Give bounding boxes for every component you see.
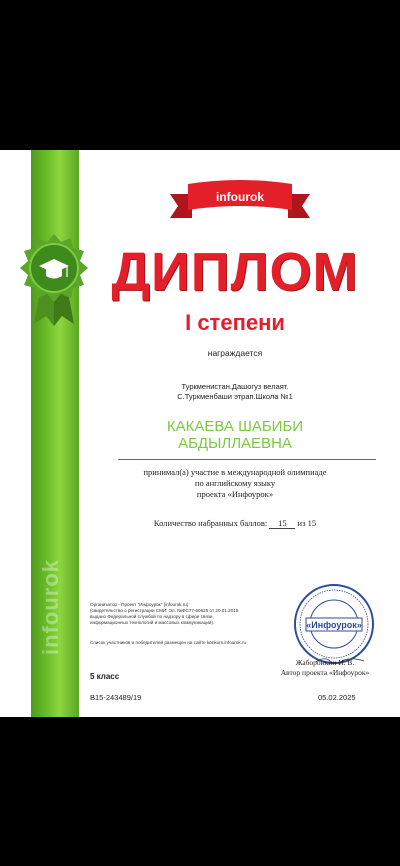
- organizer-info: [90, 602, 280, 626]
- infourok-logo: infourok: [216, 190, 264, 204]
- issue-date: 05.02.2025: [318, 693, 356, 702]
- score-value: 15: [269, 518, 295, 529]
- participation-line: проекта «Инфоурок»: [196, 489, 274, 499]
- signer-name: Жаборонкин И. В.: [295, 658, 355, 667]
- side-watermark: infourok: [38, 559, 63, 655]
- divider: [118, 459, 376, 460]
- school-info: [100, 382, 370, 402]
- diploma-title: ДИПЛОМ: [111, 242, 359, 302]
- participants-list-note: Список участников и победителей размещен на сайте konkurs.infourok.ru: [90, 640, 247, 645]
- score-max: из 15: [297, 518, 317, 528]
- participation-text: [100, 467, 370, 500]
- diploma-degree: I степени: [185, 310, 285, 335]
- school-line: С.Туркменбаши этрап.Школа №1: [177, 392, 293, 401]
- diploma-page: [0, 150, 400, 717]
- organizer-line: Организатор - Проект "Инфоурок" (infourok.ru): [90, 602, 189, 607]
- signer-block: [270, 658, 380, 678]
- grade-label: 5 класс: [90, 672, 120, 681]
- score-label: Количество набранных баллов:: [153, 518, 268, 528]
- school-line: Туркменистан.Дашогуз велаят.: [181, 382, 289, 391]
- participation-line: по английскому языку: [194, 478, 276, 488]
- awarded-label: награждается: [207, 348, 263, 358]
- score-row: [100, 518, 370, 529]
- stamp-text: «Инфоурок»: [306, 620, 362, 630]
- seal-stamp: [292, 582, 376, 666]
- graduation-medal-icon: [18, 232, 90, 328]
- recipient-name-line: КАКАЕВА ШАБИБИ: [166, 418, 304, 435]
- diploma-code: B15-243489/19: [90, 693, 142, 702]
- recipient-name: [100, 418, 370, 452]
- participation-line: принимал(а) участие в международной олимпиаде: [143, 467, 327, 477]
- signer-title: Автор проекта «Инфоурок»: [280, 668, 370, 677]
- recipient-name-line: АБДЫЛЛАЕВНА: [178, 435, 292, 452]
- organizer-line: выдано Федеральной службой по надзору в сфере связи,: [90, 614, 214, 619]
- organizer-line: (свидетельство о регистрации СМИ: Эл. №ФС77-60625 от 20.01.2015: [90, 608, 239, 613]
- organizer-line: информационных технологий и массовых коммуникаций).: [90, 620, 215, 625]
